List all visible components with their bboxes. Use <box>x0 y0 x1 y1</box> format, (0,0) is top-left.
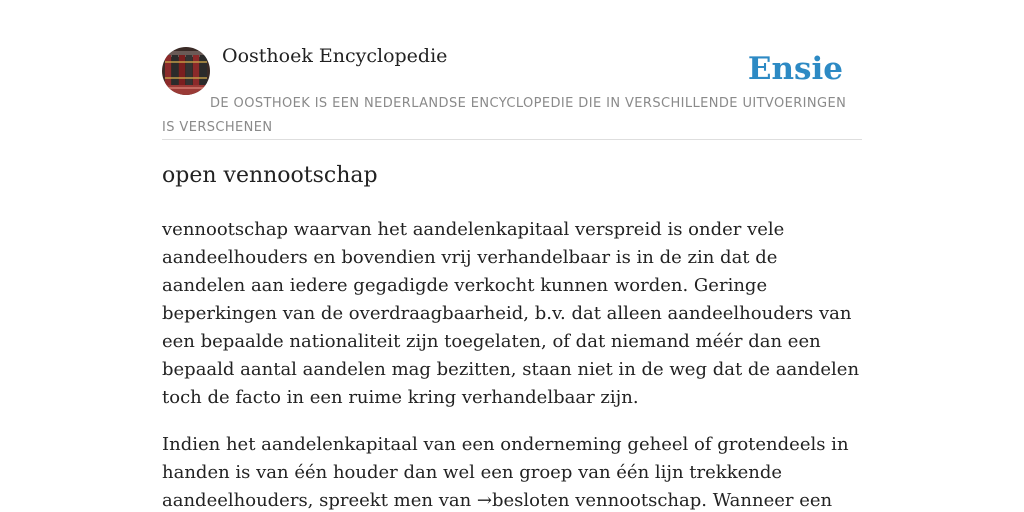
entry-paragraph-2 <box>162 431 862 512</box>
entry-paragraph-1: vennootschap waarvan het aandelenkapitaal verspreid is onder vele aandeelhouders en bovendien vrij verhandelbaar is in de zin dat de aandelen aan iedere gegadigde verkocht kunnen worden. Geringe beperkingen van de overdraagbaarheid, b.v. dat alleen aandeelhouders van een bepaalde nationaliteit zijn toegelaten, of dat niemand méér dan een bepaald aantal aandelen mag bezitten, staan niet in de weg dat de aandelen toch de facto in een ruime kring verhandelbaar zijn. <box>162 219 860 408</box>
site-tagline: DE OOSTHOEK IS EEN NEDERLANDSE ENCYCLOPEDIE DIE IN VERSCHILLENDE UITVOERINGEN IS VERSCHENEN <box>162 96 847 135</box>
site-name[interactable]: Oosthoek Encyclopedie <box>222 45 448 67</box>
header-divider <box>162 139 862 140</box>
encyclopedia-books-icon[interactable] <box>162 47 210 95</box>
page-title: open vennootschap <box>162 163 378 188</box>
paragraph-2-text-start: Indien het aandelenkapitaal van een onderneming geheel of grotendeels in handen is van één houder dan wel een groep van één lijn trekkende aandeelhouders, spreekt men van <box>162 434 849 511</box>
brand-logo[interactable]: Ensie <box>747 51 843 87</box>
besloten-vennootschap-link[interactable]: →besloten vennootschap <box>476 490 702 511</box>
entry-body <box>162 216 862 512</box>
paragraph-2-text-end: . Wanneer een <box>701 490 833 511</box>
